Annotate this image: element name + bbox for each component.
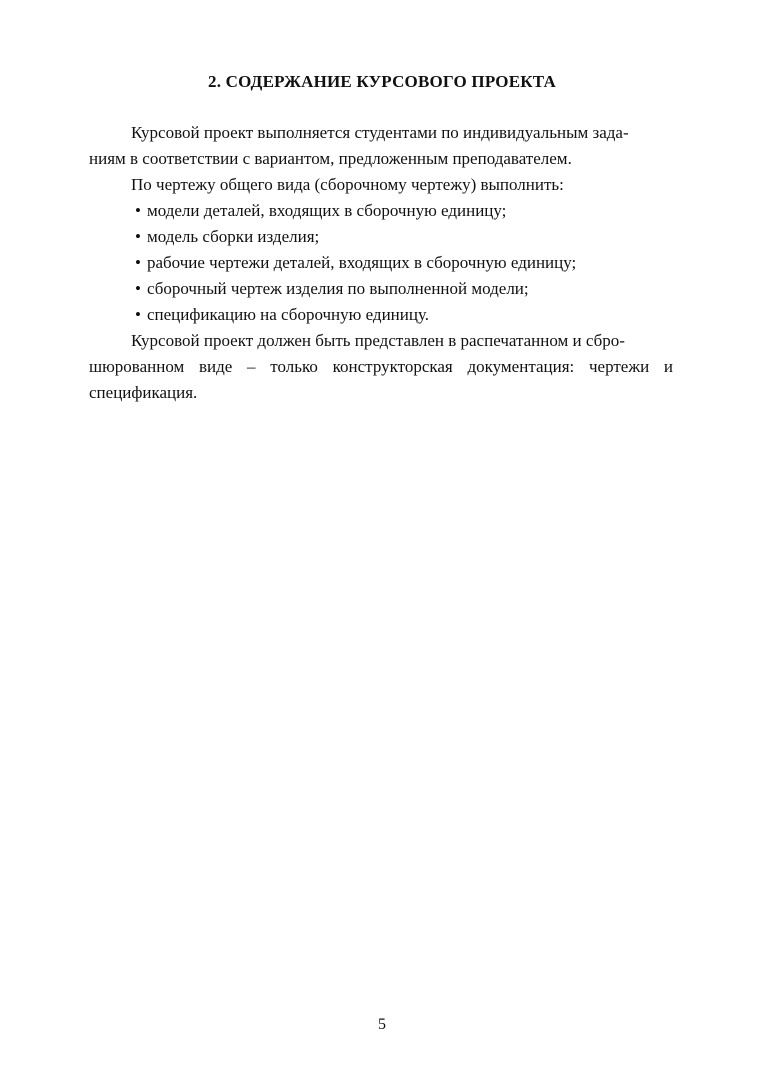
- intro-line: По чертежу общего вида (сборочному чертежу) выполнить:: [131, 175, 564, 194]
- paragraph-3-line-3: спецификация.: [89, 383, 198, 402]
- section-title: 2. СОДЕРЖАНИЕ КУРСОВОГО ПРОЕКТА: [208, 72, 556, 91]
- paragraph-3-line-1: Курсовой проект должен быть представлен в распечатанном и сбро-: [131, 331, 625, 350]
- paragraph-1-line-2: ниям в соответствии с вариантом, предложенным преподавателем.: [89, 149, 572, 168]
- page-number: 5: [378, 1016, 386, 1033]
- paragraph-1-line-1: Курсовой проект выполняется студентами по индивидуальным зада-: [131, 123, 629, 142]
- bullet-item: • модель сборки изделия;: [135, 227, 319, 247]
- paragraph-3-line-2: шюрованном виде – только конструкторская документация: чертежи и: [89, 357, 673, 376]
- bullet-item: • модели деталей, входящих в сборочную единицу;: [135, 201, 506, 221]
- bullet-item: • рабочие чертежи деталей, входящих в сборочную единицу;: [135, 253, 576, 273]
- bullet-item: • спецификацию на сборочную единицу.: [135, 305, 429, 325]
- bullet-item: • сборочный чертеж изделия по выполненной модели;: [135, 279, 529, 299]
